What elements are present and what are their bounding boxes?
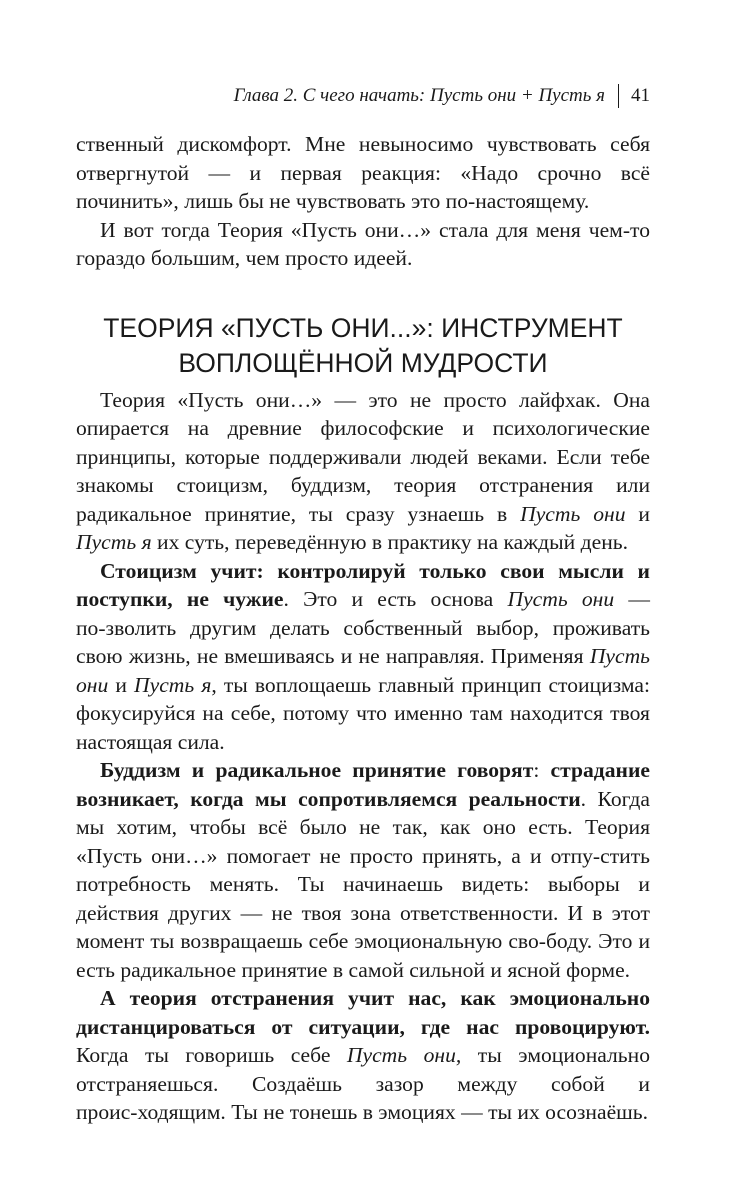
bold-statement: А теория отстранения учит нас, как эмоционально дистанцироваться от ситуации, где нас провоцируют. (76, 986, 650, 1039)
paragraph-continuation: ственный дискомфорт. Мне невыносимо чувствовать себя отвергнутой — и первая реакция: «Надо срочно всё починить», лишь бы не чувствовать это по‑настоящему. (76, 132, 650, 213)
bold-statement: Буддизм и радикальное принятие говорят (100, 758, 534, 782)
paragraph-theory: Теория «Пусть они…» — это не просто лайфхак. Она опирается на древние философские и психологические принципы, которые поддерживали людей веками. Если тебе знакомы стоицизм, буддизм, теория отстранения или радикальное принятие, ты сразу узнаешь в Пусть они и Пусть я их суть, переведённую в практику на каждый день. (76, 387, 650, 554)
bold-statement: Стоицизм учит: контролируй только свои мысли и поступки, не чужие (76, 558, 650, 611)
emphasis: Пусть они (520, 501, 626, 526)
emphasis: Пусть они, (346, 1043, 462, 1067)
section-heading-line-2: ВОПЛОЩЁННОЙ МУДРОСТИ (178, 347, 548, 378)
paragraph-stoicism: Стоицизм учит: контролируй только свои мысли и поступки, не чужие. Это и есть основа Пусть они — по‑зволить другим делать собственный выбор, проживать свою жизнь, не вмешиваясь и не направляя. Применяя Пусть они и Пусть я, ты воплощаешь главный принцип стоицизма: фокусируйся на себе, потому что именно там находится твоя настоящая сила. (76, 558, 650, 754)
section-heading (76, 311, 650, 381)
page-number: 41 (631, 85, 650, 106)
paragraph-detachment: А теория отстранения учит нас, как эмоционально дистанцироваться от ситуации, где нас провоцируют. Когда ты говоришь себе Пусть они, ты эмоционально отстраняешься. Создаёшь зазор между собой и проис‑ходящим. Ты не тонешь в эмоциях — ты их осознаёшь. (76, 986, 651, 1124)
running-head-divider (618, 84, 619, 108)
body-text (76, 130, 650, 1127)
paragraph-buddhism: Буддизм и радикальное принятие говорят: страдание возникает, когда мы сопротивляемся реальности. Когда мы хотим, чтобы всё было не так, как оно есть. Теория «Пусть они…» помогает не просто принять, а и отпу‑стить потребность менять. Ты начинаешь видеть: выборы и действия других — не твоя зона ответственности. И в этот момент ты возвращаешь себе эмоциональную сво‑боду. Это и есть радикальное принятие в самой сильной и ясной форме. (76, 758, 650, 982)
emphasis: Пусть они (76, 644, 650, 697)
emphasis: Пусть я (134, 672, 212, 697)
running-head-title: Глава 2. С чего начать: Пусть они + Пусть я (233, 85, 605, 106)
section-heading-line-1: ТЕОРИЯ «ПУСТЬ ОНИ...»: ИНСТРУМЕНТ (103, 312, 623, 343)
emphasis: Пусть я (76, 530, 152, 554)
running-head (234, 84, 650, 108)
emphasis: Пусть они (507, 587, 615, 611)
book-page (76, 0, 650, 1181)
paragraph-intro: И вот тогда Теория «Пусть они…» стала для меня чем‑то гораздо большим, чем просто идеей. (76, 217, 650, 270)
bold-statement: страдание возникает, когда мы сопротивляемся реальности (76, 758, 650, 811)
